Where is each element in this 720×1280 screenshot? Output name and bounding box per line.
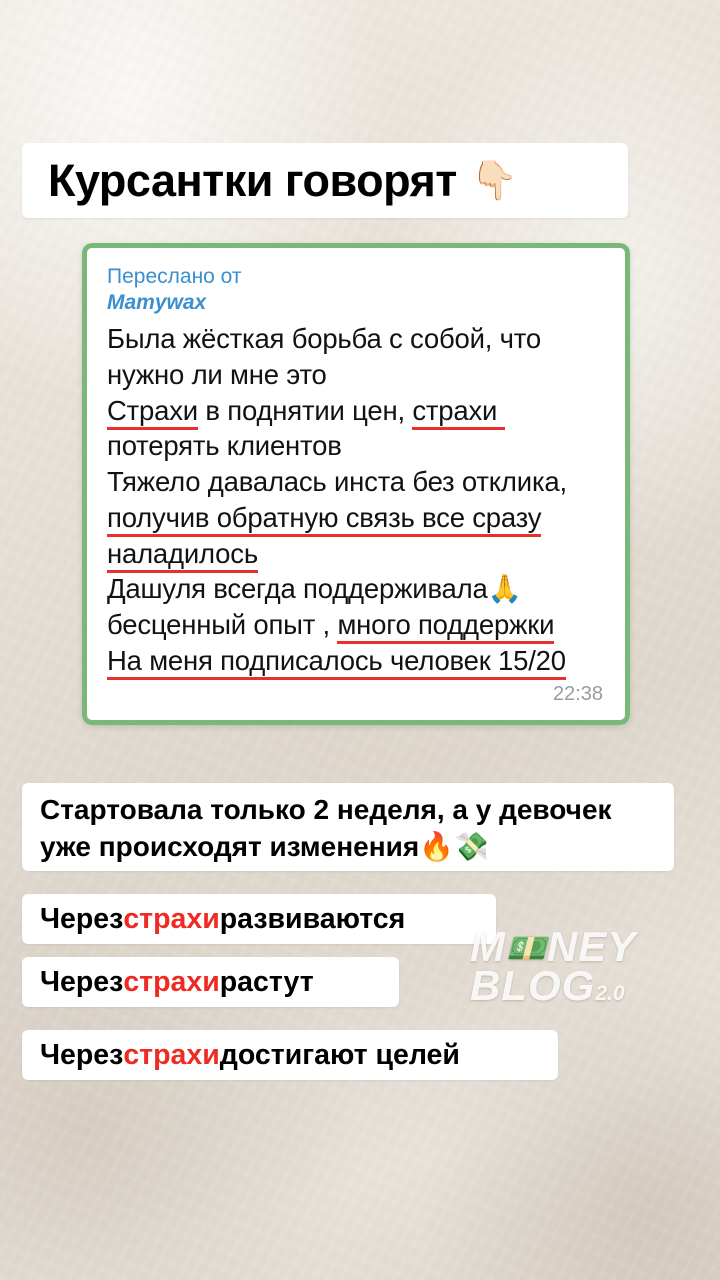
caption-4-suffix: достигают целей: [219, 1038, 460, 1071]
caption-2-highlight: страхи: [123, 902, 220, 935]
message-line-underlined: [107, 607, 607, 643]
message-line: потерять клиентов: [107, 430, 342, 462]
message-line: нужно ли мне это: [107, 358, 327, 390]
underlined-fragment: страхи: [412, 395, 504, 430]
page-title: Курсантки говорят: [48, 154, 457, 206]
caption-1-line-2-text: уже происходят изменения: [40, 830, 420, 862]
message-line-underlined: [107, 500, 607, 536]
plain-fragment: бесценный опыт ,: [107, 609, 338, 641]
caption-3: [22, 957, 399, 1007]
watermark-ney: NEY: [546, 923, 637, 970]
underlined-fragment: Страхи: [107, 395, 198, 430]
message-line: Была жёсткая борьба с собой, что: [107, 323, 541, 355]
message-line: Тяжело давалась инста без отклика,: [107, 466, 567, 498]
caption-2-suffix: развиваются: [219, 902, 406, 935]
watermark-m: M: [470, 923, 506, 970]
message-timestamp: 22:38: [552, 682, 603, 705]
money-icon: 💵: [506, 930, 547, 966]
message-line-underlined: [107, 393, 607, 429]
forwarded-message-body: [82, 243, 630, 725]
title-banner: [22, 143, 628, 218]
caption-1: [22, 783, 674, 871]
caption-3-highlight: страхи: [123, 965, 220, 998]
watermark-line-2: [470, 961, 705, 1009]
watermark-blog: BLOG: [470, 961, 596, 1009]
forwarded-from-label: Переслано от: [107, 265, 242, 288]
underlined-fragment: На меня подписалось человек 15/20: [107, 645, 566, 680]
caption-2: [22, 894, 496, 944]
caption-1-line-1: Стартовала только 2 неделя, а у девочек: [40, 794, 612, 825]
message-line-underlined: [107, 643, 607, 679]
caption-3-prefix: Через: [40, 965, 124, 998]
message-line-underlined: [107, 536, 607, 572]
caption-1-line-2: [40, 829, 656, 866]
message-line: Дашуля всегда поддерживала🙏: [107, 573, 522, 605]
caption-4-highlight: страхи: [123, 1038, 220, 1071]
watermark-version: 2.0: [595, 981, 625, 1005]
underlined-fragment: получив обратную связь все сразу: [107, 502, 541, 537]
caption-4: [22, 1030, 558, 1080]
watermark-line-1: [470, 923, 705, 970]
caption-4-prefix: Через: [40, 1038, 124, 1071]
plain-fragment: в поднятии цен,: [197, 394, 413, 426]
fire-money-icon: 🔥💸: [419, 830, 489, 862]
underlined-fragment: наладилось: [107, 538, 258, 573]
caption-2-prefix: Через: [40, 902, 124, 935]
forwarded-message-card: [82, 243, 630, 725]
message-text: [107, 321, 607, 679]
watermark: [470, 923, 705, 1009]
caption-3-suffix: растут: [219, 965, 314, 998]
forwarded-author-name[interactable]: Mamywax: [107, 290, 207, 314]
underlined-fragment: много поддержки: [337, 609, 554, 644]
pointing-down-icon: 👇🏻: [470, 159, 518, 202]
